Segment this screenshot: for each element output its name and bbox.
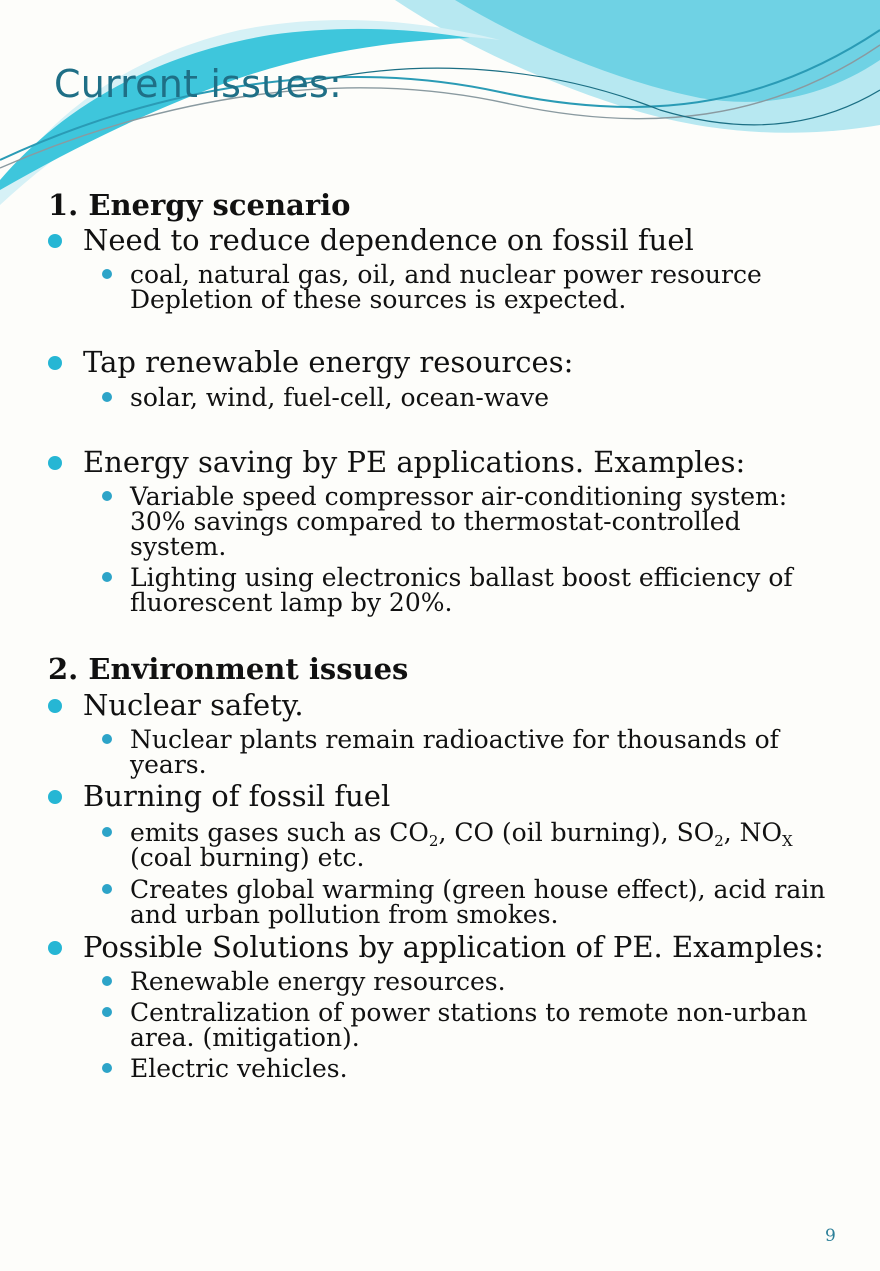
section-heading-environment: 2. Environment issues	[48, 652, 409, 686]
subbullet-icon	[102, 884, 112, 894]
subbullet-icon	[102, 572, 112, 582]
subbullet-icon	[102, 392, 112, 402]
subbullet-line: Creates global warming (green house effect), acid rain	[130, 875, 826, 904]
bullet-text: Possible Solutions by application of PE. Examples:	[83, 930, 824, 964]
bullet-icon	[48, 456, 62, 470]
subbullet-line: years.	[130, 750, 207, 779]
bullet-text: Nuclear safety.	[83, 688, 304, 722]
bullet-icon	[48, 699, 62, 713]
subscript: 2	[714, 832, 724, 850]
section-heading-energy: 1. Energy scenario	[48, 188, 351, 222]
page-number: 9	[825, 1226, 836, 1246]
subbullet-line: Renewable energy resources.	[130, 967, 506, 996]
subbullet-line	[130, 818, 793, 850]
subbullet-line: Lighting using electronics ballast boost efficiency of	[130, 563, 793, 592]
subbullet-line: fluorescent lamp by 20%.	[130, 588, 453, 617]
bullet-text: Energy saving by PE applications. Examples:	[83, 445, 746, 479]
subbullet-line: Variable speed compressor air-conditioning system:	[130, 482, 788, 511]
subbullet-line: Centralization of power stations to remote non-urban	[130, 998, 808, 1027]
subbullet-line: 30% savings compared to thermostat-controlled	[130, 507, 741, 536]
bullet-text: Need to reduce dependence on fossil fuel	[83, 223, 694, 257]
subbullet-icon	[102, 734, 112, 744]
subbullet-line: coal, natural gas, oil, and nuclear power resource	[130, 260, 762, 289]
bullet-icon	[48, 941, 62, 955]
subbullet-icon	[102, 1063, 112, 1073]
subbullet-line: (coal burning) etc.	[130, 843, 365, 872]
subbullet-icon	[102, 827, 112, 837]
text-run: emits gases such as CO	[130, 818, 429, 847]
bullet-icon	[48, 234, 62, 248]
bullet-text: Tap renewable energy resources:	[83, 345, 574, 379]
subbullet-icon	[102, 491, 112, 501]
header-wave-decoration	[0, 0, 880, 220]
subbullet-line: Electric vehicles.	[130, 1054, 348, 1083]
page-title: Current issues:	[54, 62, 343, 106]
text-run: , NO	[723, 818, 783, 847]
subscript: 2	[428, 832, 439, 850]
subbullet-icon	[102, 269, 112, 279]
bullet-icon	[48, 790, 62, 804]
subbullet-line: system.	[130, 532, 227, 561]
wave-left-band	[0, 29, 470, 190]
subbullet-line: solar, wind, fuel-cell, ocean-wave	[130, 383, 550, 412]
text-run: , CO (oil burning), SO	[438, 818, 715, 847]
bullet-text: Burning of fossil fuel	[83, 779, 391, 813]
subbullet-line: Depletion of these sources is expected.	[130, 285, 627, 314]
subscript: X	[782, 832, 793, 850]
subbullet-icon	[102, 976, 112, 986]
subbullet-line: and urban pollution from smokes.	[130, 900, 559, 929]
subbullet-line: Nuclear plants remain radioactive for thousands of	[130, 725, 779, 754]
bullet-icon	[48, 356, 62, 370]
subbullet-line: area. (mitigation).	[130, 1023, 360, 1052]
subbullet-icon	[102, 1007, 112, 1017]
